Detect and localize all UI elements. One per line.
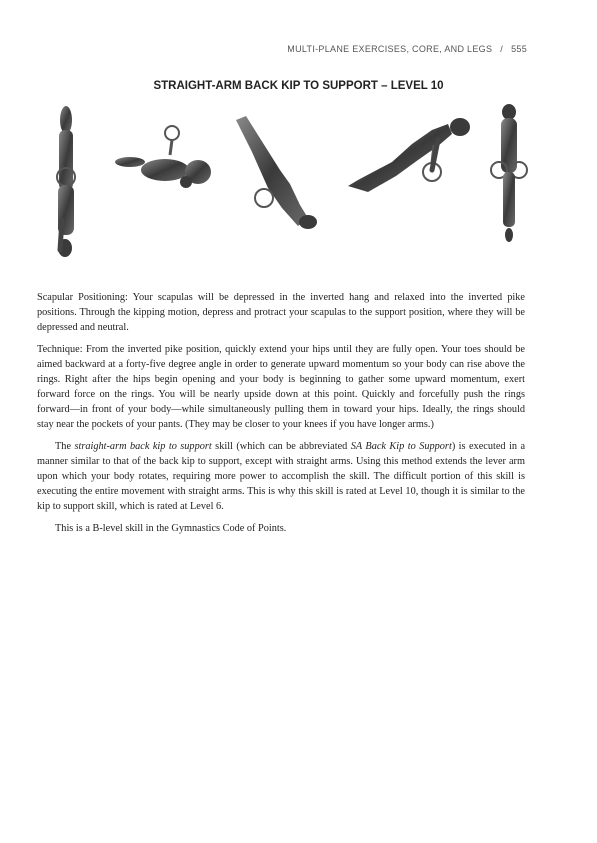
skill-text-1: The [55,441,75,452]
figure-inverted-pike [115,126,211,188]
figure-support-position [491,104,527,242]
figure-inverted-hang [57,106,75,257]
skill-text-3: ) is executed in a manner similar to that of the back kip to support, except with straight arms. Using this method extends the lever arm upon which your body rotates, requiring more power to accomplish the skill. The difficult portion of this skill is executing the entire movement with straight arms. This is why this skill is rated at Level 10, though it is similar to the kip to support skill, which is rated at Level 6. [37,441,526,512]
skill-name-emphasis: straight-arm back kip to support [74,441,212,452]
scapular-positioning-paragraph: Scapular Positioning: Your scapulas will be depressed in the inverted hang and relaxed into the inverted pike positions. Through the kipping motion, depress and protract your scapulas to the support position, where they will be depressed and neutral. [37,292,525,333]
exercise-title: STRAIGHT-ARM BACK KIP TO SUPPORT – LEVEL 10 [153,80,444,92]
code-of-points-paragraph: This is a B-level skill in the Gymnastics Code of Points. [55,523,287,534]
exercise-description [37,290,525,543]
skill-abbreviation-emphasis: SA Back Kip to Support [350,441,452,452]
figure-hip-extension [236,116,317,229]
skill-text-2: skill (which can be abbreviated [211,441,351,452]
running-header [287,44,527,54]
technique-paragraph: Technique: From the inverted pike position, quickly extend your hips until they are fully open. Your toes should be aimed backward at a forty-five degree angle in order to generate upward momentum so your body can rise above the rings. Right after the hips begin opening and your body is beginning to gather some upward momentum, exert forward force on the rings. You will be nearly upside down at this point. Quickly and forcefully push the rings forward—in front of your body—while simultaneously pulling them in toward your hips. Ideally, the rings should stay near the pockets of your pants. (They may be closer to your knees if you have longer arms.) [37,344,525,430]
skill-description-paragraph [37,439,525,514]
header-separator: / [500,44,504,54]
section-title: MULTI-PLANE EXERCISES, CORE, AND LEGS [287,44,493,54]
figure-kip-swing [348,118,470,192]
exercise-figure-sequence [40,100,560,280]
page-number: 555 [511,44,527,54]
